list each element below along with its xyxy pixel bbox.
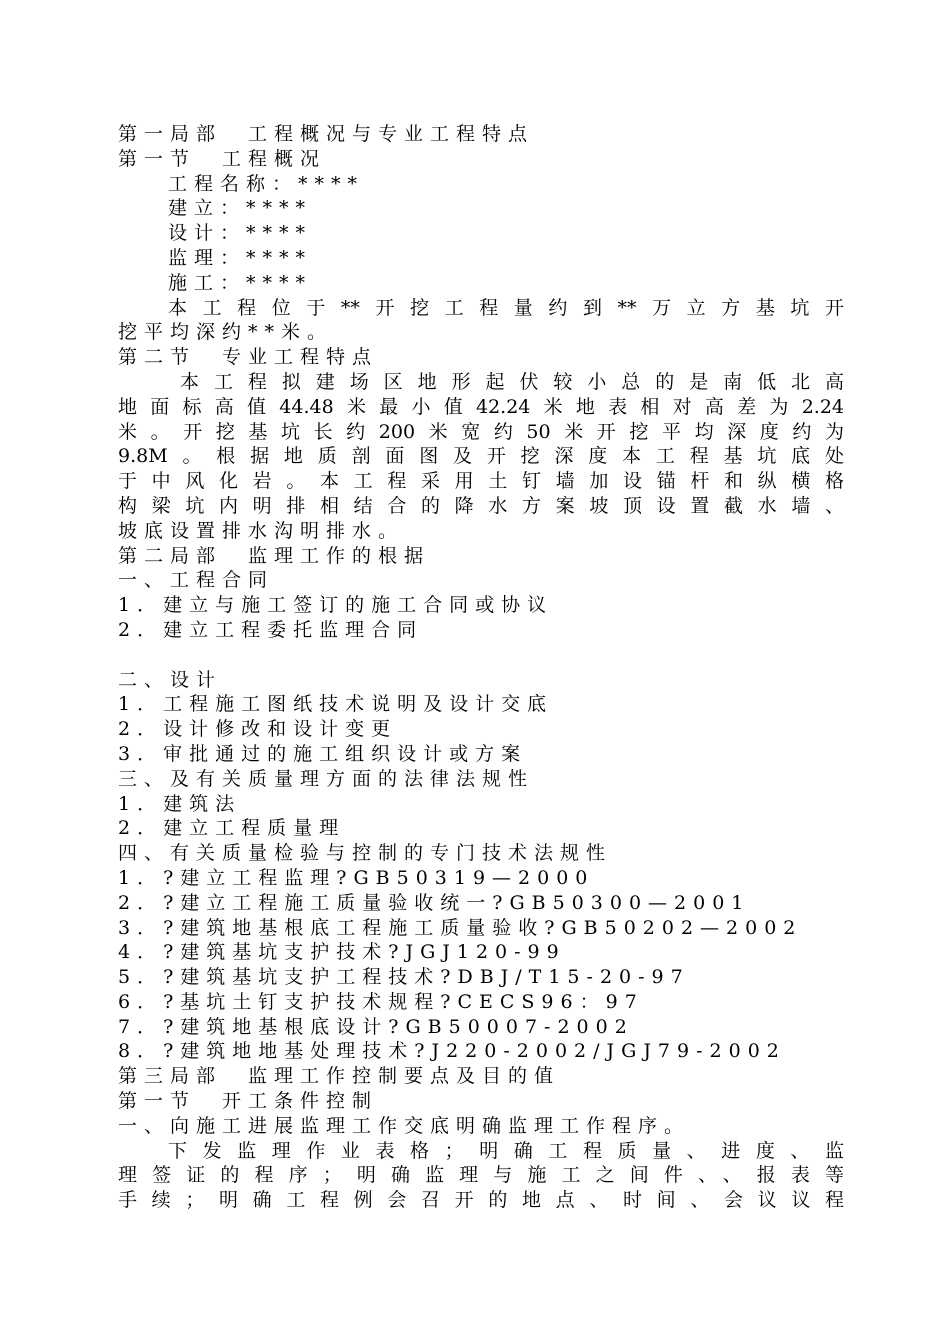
part-heading: 第三局部 监理工作控制要点及目的值 bbox=[118, 1065, 561, 1088]
part-heading: 第一局部 工程概况与专业工程特点 bbox=[118, 123, 535, 145]
list-item: 3．审批通过的施工组织设计或方案 bbox=[118, 742, 528, 765]
info-line: 工程名称：**** bbox=[168, 172, 365, 195]
list-item: 5．?建筑基坑支护工程技术?DBJ/T15-20-97 bbox=[118, 966, 690, 989]
list-item: 4．?建筑基坑支护技术?JGJ120-99 bbox=[118, 941, 566, 964]
list-item: 3．?建筑地基根底工程施工质量验收?GB50202—2002 bbox=[118, 916, 803, 939]
section-heading: 第二节 专业工程特点 bbox=[118, 346, 379, 369]
info-line: 施工：**** bbox=[168, 271, 313, 294]
paragraph-line: 本工程位于**开挖工程量约到**万立方基坑开 bbox=[168, 296, 844, 319]
section-heading: 第一节 工程概况 bbox=[118, 147, 327, 170]
list-heading: 一、工程合同 bbox=[118, 569, 275, 592]
list-item: 1．工程施工图纸技术说明及设计交底 bbox=[118, 693, 554, 716]
paragraph-line: 构梁坑内明排相结合的降水方案坡顶设置截水墙、 bbox=[118, 494, 844, 517]
list-item: 2．建立工程委托监理合同 bbox=[118, 618, 424, 641]
paragraph-line: 挖平均深约**米。 bbox=[118, 321, 334, 344]
info-line: 建立：**** bbox=[168, 197, 313, 220]
list-heading: 四、有关质量检验与控制的专门技术法规性 bbox=[118, 842, 613, 865]
section-heading: 第一节 开工条件控制 bbox=[118, 1090, 379, 1113]
list-item: 1．建筑法 bbox=[118, 792, 242, 815]
list-item: 7．?建筑地基根底设计?GB50007-2002 bbox=[118, 1015, 634, 1038]
paragraph-line: 坡底设置排水沟明排水。 bbox=[118, 519, 405, 542]
document-body bbox=[118, 122, 844, 1213]
list-item: 1．?建立工程监理?GB50319—2000 bbox=[118, 866, 595, 889]
info-line: 设计：**** bbox=[168, 222, 313, 245]
list-heading: 一、向施工进展监理工作交底明确监理工作程序。 bbox=[118, 1114, 691, 1137]
blank-line bbox=[118, 643, 844, 668]
paragraph-line: 地面标高值44.48米最小值42.24米地表相对高差为2.24 bbox=[118, 395, 844, 418]
paragraph-line: 本工程拟建场区地形起伏较小总的是南低北高 bbox=[180, 370, 844, 393]
paragraph-line: 下发监理作业表格；明确工程质量、进度、监 bbox=[168, 1139, 844, 1162]
paragraph-line: 手续；明确工程例会召开的地点、时间、会议议程 bbox=[118, 1189, 844, 1212]
paragraph-line: 米。开挖基坑长约200米宽约50米开挖平均深度约为 bbox=[118, 420, 844, 443]
part-heading: 第二局部 监理工作的根据 bbox=[118, 544, 431, 567]
paragraph-line: 于中风化岩。本工程采用土钉墙加设锚杆和纵横格 bbox=[118, 470, 844, 493]
info-line: 监理：**** bbox=[168, 246, 313, 269]
list-heading: 二、设计 bbox=[118, 668, 223, 691]
list-item: 8．?建筑地地基处理技术?J220-2002/JGJ79-2002 bbox=[118, 1040, 786, 1063]
list-heading: 三、及有关质量理方面的法律法规性 bbox=[118, 767, 535, 790]
paragraph-line: 理签证的程序；明确监理与施工之间件、、报表等 bbox=[118, 1164, 844, 1187]
list-item: 2．建立工程质量理 bbox=[118, 817, 346, 840]
paragraph-line: 9.8M。根据地质剖面图及开挖深度本工程基坑底处 bbox=[118, 445, 844, 468]
list-item: 1．建立与施工签订的施工合同或协议 bbox=[118, 594, 554, 617]
list-item: 2．设计修改和设计变更 bbox=[118, 718, 398, 741]
list-item: 2．?建立工程施工质量验收统一?GB50300—2001 bbox=[118, 891, 751, 914]
list-item: 6．?基坑土钉支护技术规程?CECS96：97 bbox=[118, 990, 644, 1013]
